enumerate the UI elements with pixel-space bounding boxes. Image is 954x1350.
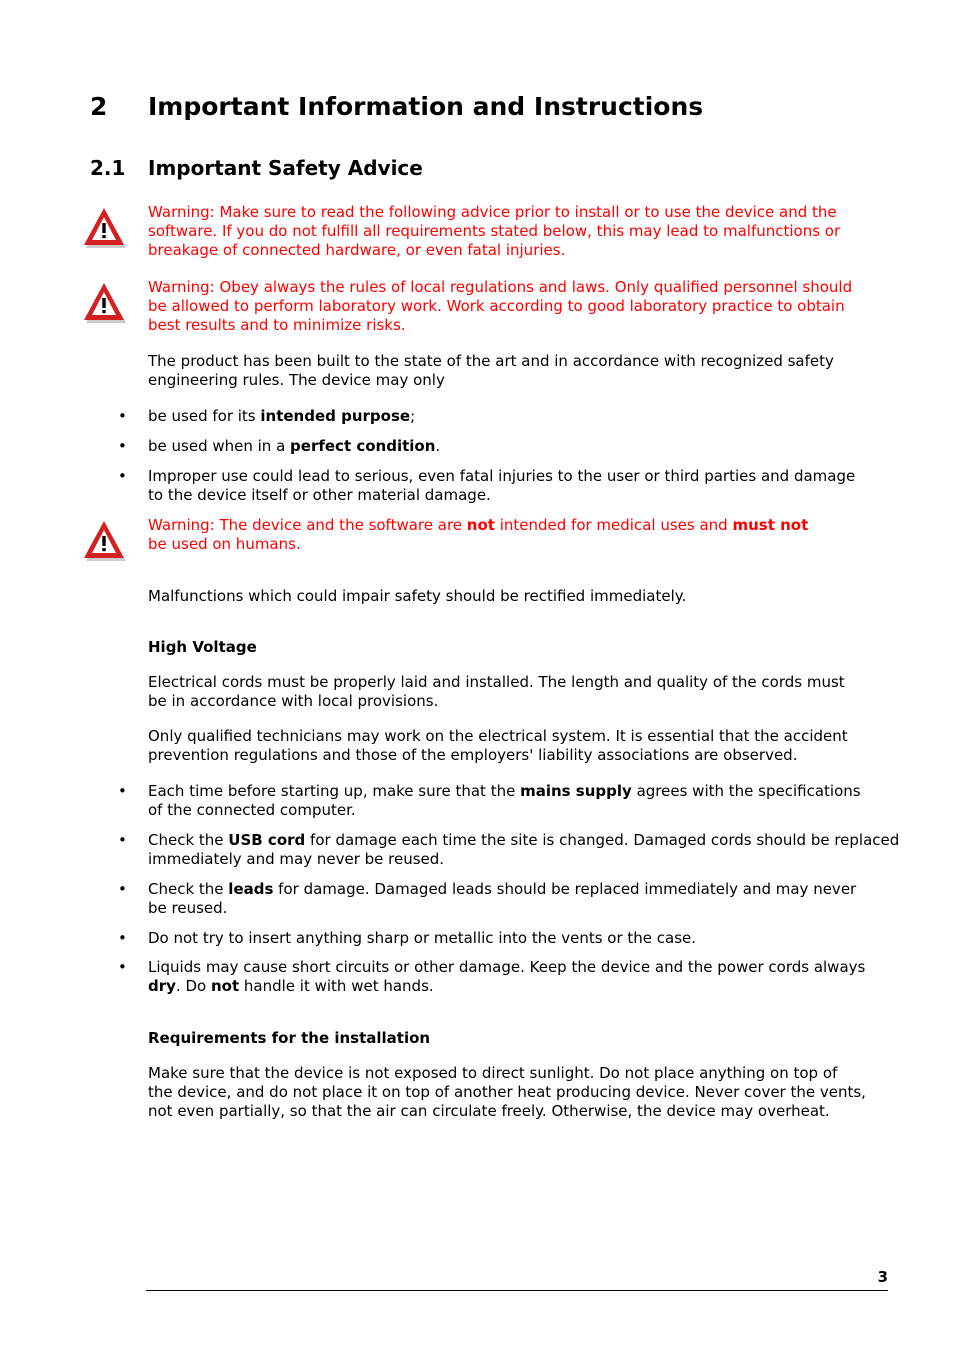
bullet-text: be used for its (148, 407, 261, 425)
page-number: 3 (877, 1268, 888, 1286)
warning-line: breakage of connected hardware, or even fatal injuries. (148, 241, 566, 259)
section-title: Important Safety Advice (148, 156, 423, 180)
bullet-emphasis: USB cord (228, 831, 306, 849)
bullet-line: immediately and may never be reused. (148, 850, 445, 868)
warning-triangle-icon (80, 206, 128, 250)
bullet-liquids (148, 958, 865, 996)
bullet-marker: • (118, 467, 127, 485)
bullet-text: handle it with wet hands. (239, 977, 434, 995)
bullet-text: Each time before starting up, make sure that the (148, 782, 521, 800)
bullet-emphasis: intended purpose (260, 407, 411, 425)
warning-text: intended for medical uses and (494, 516, 733, 534)
warning-emphasis: must not (732, 516, 809, 534)
warning-safety-advice (148, 203, 840, 260)
warning-line: be used on humans. (148, 535, 301, 553)
warning-triangle-icon (80, 281, 128, 325)
bullet-text: Check the (148, 831, 229, 849)
chapter-number: 2 (90, 92, 108, 121)
intro-paragraph (148, 352, 834, 390)
bullet-marker: • (118, 407, 127, 425)
bullet-marker: • (118, 958, 127, 976)
bullet-marker: • (118, 437, 127, 455)
warning-line: Warning: Obey always the rules of local regulations and laws. Only qualified personnel should (148, 278, 853, 296)
bullet-emphasis: perfect condition (290, 437, 436, 455)
paragraph-line: Only qualified technicians may work on the electrical system. It is essential that the accident (148, 727, 848, 745)
bullet-sharp-objects: Do not try to insert anything sharp or metallic into the vents or the case. (148, 929, 697, 947)
bullet-line (148, 831, 899, 850)
paragraph-line: prevention regulations and those of the employers' liability associations are observed. (148, 746, 798, 764)
bullet-line: Improper use could lead to serious, even fatal injuries to the user or third parties and damage (148, 467, 856, 485)
bullet-text: be used when in a (148, 437, 291, 455)
bullet-emphasis: mains supply (520, 782, 632, 800)
bullet-text: for damage. Damaged leads should be replaced immediately and may never (273, 880, 857, 898)
paragraph-line: engineering rules. The device may only (148, 371, 445, 389)
warning-line: software. If you do not fulfill all requirements stated below, this may lead to malfunctions or (148, 222, 841, 240)
bullet-line: Liquids may cause short circuits or other damage. Keep the device and the power cords always (148, 958, 866, 976)
warning-line: best results and to minimize risks. (148, 316, 406, 334)
chapter-title: Important Information and Instructions (148, 92, 704, 121)
bullet-marker: • (118, 929, 127, 947)
warning-line: be allowed to perform laboratory work. Work according to good laboratory practice to obtain (148, 297, 845, 315)
bullet-leads (148, 880, 856, 918)
high-voltage-heading: High Voltage (148, 638, 257, 656)
warning-emphasis: not (466, 516, 495, 534)
paragraph-line: Make sure that the device is not exposed to direct sunlight. Do not place anything on top of (148, 1064, 838, 1082)
bullet-text: . Do (175, 977, 211, 995)
bullet-text: agrees with the specifications (631, 782, 861, 800)
malfunctions-paragraph: Malfunctions which could impair safety should be rectified immediately. (148, 587, 687, 605)
bullet-emphasis: leads (228, 880, 274, 898)
bullet-perfect-condition (148, 437, 440, 456)
technicians-paragraph (148, 727, 848, 765)
bullet-text: Check the (148, 880, 229, 898)
warning-text: Warning: The device and the software are (148, 516, 467, 534)
bullet-text: for damage each time the site is changed. Damaged cords should be replaced (305, 831, 900, 849)
footer-rule (146, 1290, 888, 1291)
bullet-mains-supply (148, 782, 861, 820)
bullet-line (148, 977, 865, 996)
bullet-line: of the connected computer. (148, 801, 356, 819)
bullet-line (148, 880, 856, 899)
paragraph-line: not even partially, so that the air can circulate freely. Otherwise, the device may overheat. (148, 1102, 830, 1120)
warning-medical-use (148, 516, 808, 554)
bullet-marker: • (118, 782, 127, 800)
cords-paragraph (148, 673, 845, 711)
warning-triangle-icon (80, 519, 128, 563)
bullet-line: to the device itself or other material damage. (148, 486, 491, 504)
bullet-marker: • (118, 831, 127, 849)
installation-heading: Requirements for the installation (148, 1029, 431, 1047)
warning-line: Warning: Make sure to read the following advice prior to install or to use the device and the (148, 203, 837, 221)
paragraph-line: Electrical cords must be properly laid and installed. The length and quality of the cords must (148, 673, 845, 691)
bullet-emphasis: dry (148, 977, 176, 995)
bullet-emphasis: not (210, 977, 240, 995)
bullet-usb-cord (148, 831, 899, 869)
bullet-improper-use (148, 467, 855, 505)
paragraph-line: be in accordance with local provisions. (148, 692, 439, 710)
bullet-line: be reused. (148, 899, 228, 917)
paragraph-line: the device, and do not place it on top of another heat producing device. Never cover the vents, (148, 1083, 866, 1101)
section-number: 2.1 (90, 156, 126, 180)
bullet-text: . (435, 437, 441, 455)
warning-line (148, 516, 808, 535)
chapter-heading (90, 92, 703, 121)
bullet-intended-purpose (148, 407, 415, 426)
bullet-line (148, 782, 861, 801)
paragraph-line: The product has been built to the state of the art and in accordance with recognized safety (148, 352, 834, 370)
installation-paragraph (148, 1064, 866, 1121)
warning-regulations (148, 278, 852, 335)
section-heading (90, 156, 423, 180)
bullet-text: ; (410, 407, 416, 425)
bullet-marker: • (118, 880, 127, 898)
